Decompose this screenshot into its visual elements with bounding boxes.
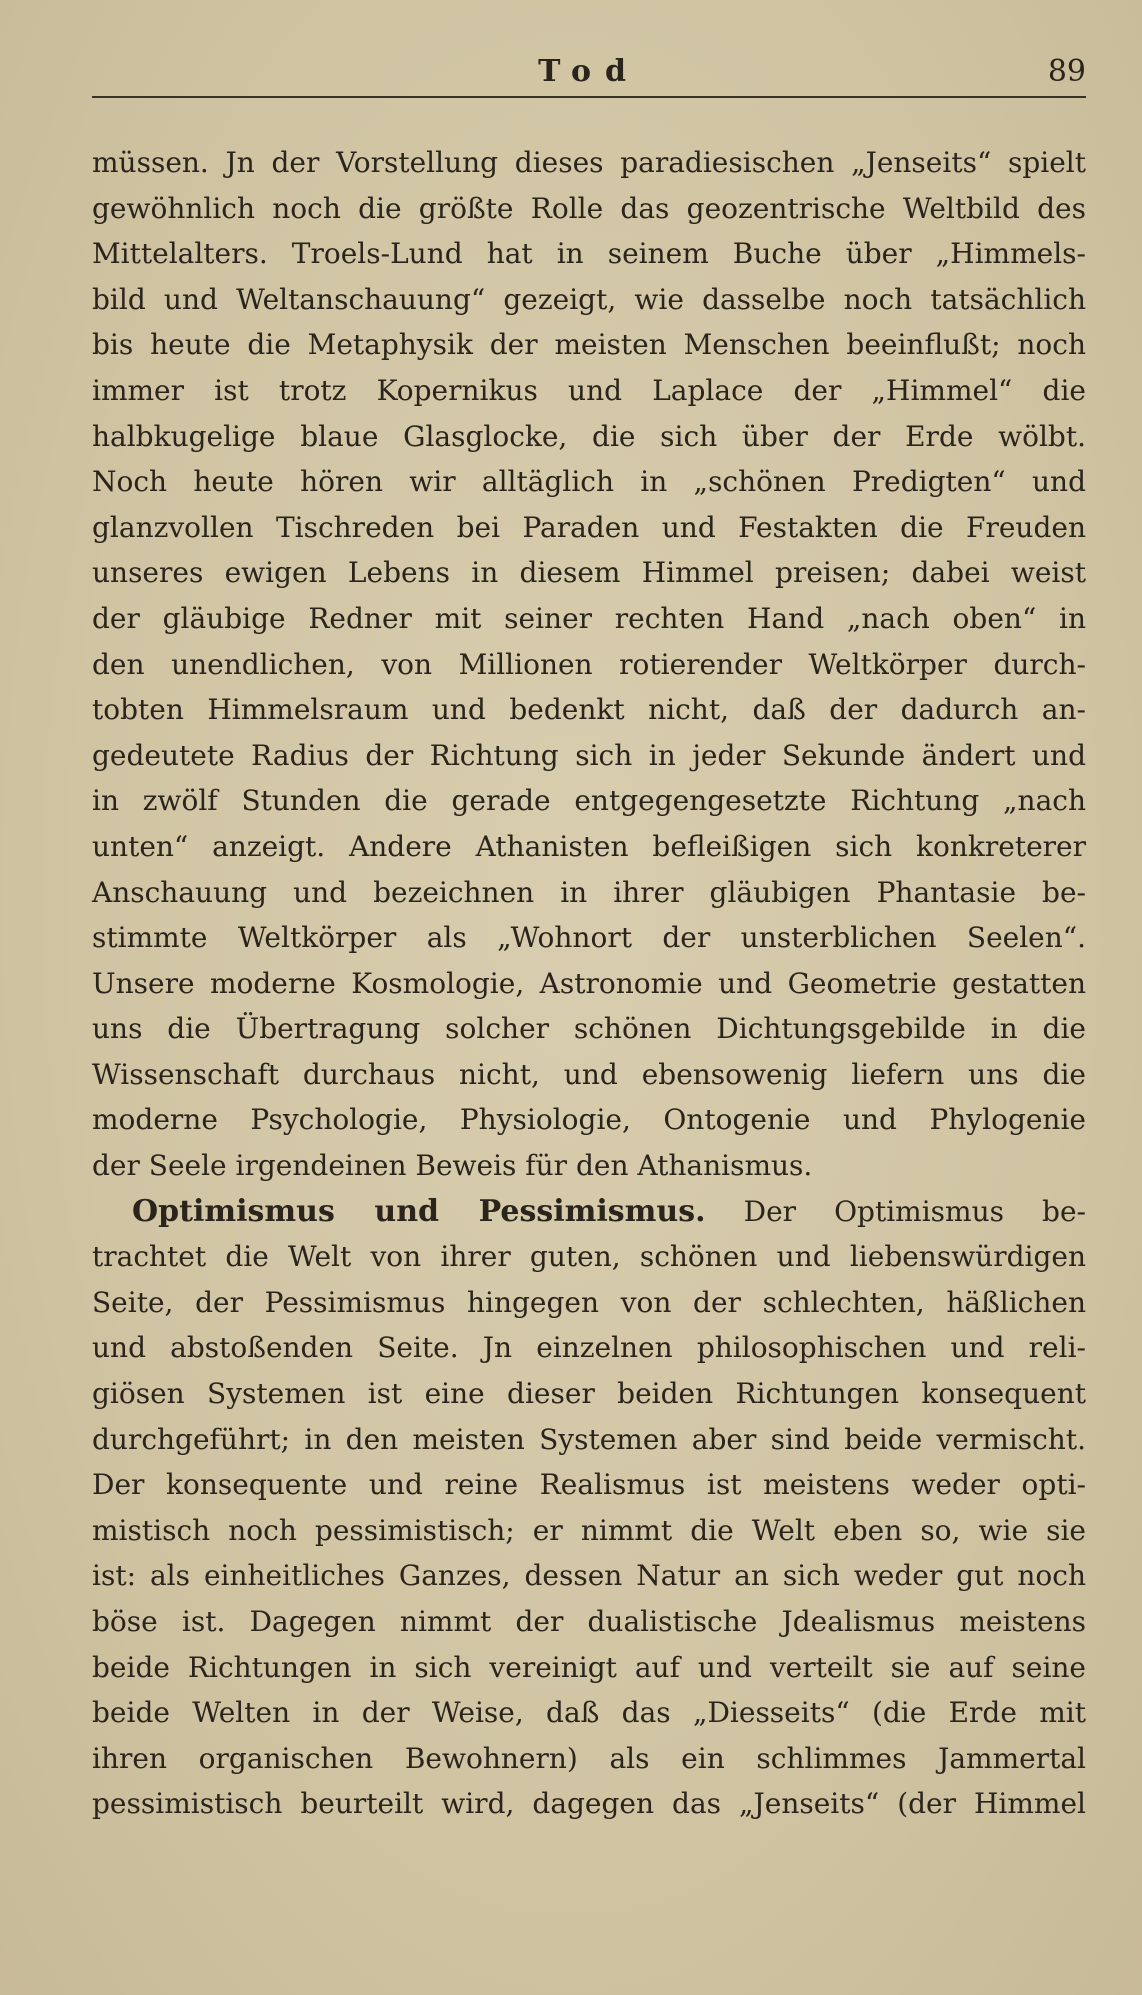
text-line: gewöhnlich noch die größte Rolle das geozentrische Weltbild des	[92, 191, 1086, 225]
text-line: Anschauung und bezeichnen in ihrer gläubigen Phantasie be-	[92, 875, 1086, 909]
section-first-line-text: Der Optimismus be-	[743, 1194, 1086, 1228]
text-line: pessimistisch beurteilt wird, dagegen das „Jenseits“ (der Himmel	[92, 1787, 1086, 1821]
running-header	[92, 52, 1086, 96]
text-line: unten“ anzeigt. Andere Athanisten befleißigen sich konkreterer	[92, 829, 1086, 863]
text-line: beide Welten in der Weise, daß das „Diesseits“ (die Erde mit	[92, 1696, 1086, 1730]
section-first-line	[92, 1189, 1086, 1235]
paragraph-optimism-pessimism	[92, 1189, 1086, 1827]
text-line: ihren organischen Bewohnern) als ein schlimmes Jammertal	[92, 1741, 1086, 1775]
header-rule	[92, 96, 1086, 98]
text-line: glanzvollen Tischreden bei Paraden und Festakten die Freuden	[92, 510, 1086, 544]
text-line: trachtet die Welt von ihrer guten, schönen und liebenswürdigen	[92, 1240, 1086, 1274]
text-line: durchgeführt; in den meisten Systemen aber sind beide vermischt.	[92, 1422, 1086, 1456]
body-text	[92, 140, 1086, 1827]
text-line: Unsere moderne Kosmologie, Astronomie und Geometrie gestatten	[92, 966, 1086, 1000]
text-line: Seite, der Pessimismus hingegen von der schlechten, häßlichen	[92, 1285, 1086, 1319]
text-line: mistisch noch pessimistisch; er nimmt die Welt eben so, wie sie	[92, 1513, 1086, 1547]
text-line: unseres ewigen Lebens in diesem Himmel preisen; dabei weist	[92, 556, 1086, 590]
text-line: der gläubige Redner mit seiner rechten Hand „nach oben“ in	[92, 601, 1086, 635]
text-line: moderne Psychologie, Physiologie, Ontogenie und Phylogenie	[92, 1103, 1086, 1137]
text-line: den unendlichen, von Millionen rotierender Weltkörper durch-	[92, 647, 1086, 681]
text-line: gedeutete Radius der Richtung sich in jeder Sekunde ändert und	[92, 738, 1086, 772]
text-line: immer ist trotz Kopernikus und Laplace der „Himmel“ die	[92, 373, 1086, 407]
text-line: der Seele irgendeinen Beweis für den Athanismus.	[92, 1149, 813, 1183]
paragraph-athanism-end	[92, 140, 1086, 1189]
text-line: böse ist. Dagegen nimmt der dualistische Jdealismus meistens	[92, 1605, 1086, 1638]
text-line: uns die Übertragung solcher schönen Dichtungsgebilde in die	[92, 1012, 1086, 1046]
text-line: ist: als einheitliches Ganzes, dessen Natur an sich weder gut noch	[92, 1559, 1086, 1593]
text-line: Mittelalters. Troels-Lund hat in seinem Buche über „Himmels-	[92, 237, 1086, 271]
text-line: und abstoßenden Seite. Jn einzelnen philosophischen und reli-	[92, 1331, 1086, 1365]
text-line: in zwölf Stunden die gerade entgegengesetzte Richtung „nach	[92, 784, 1086, 818]
running-title: Tod	[538, 54, 640, 89]
text-line: Noch heute hören wir alltäglich in „schönen Predigten“ und	[92, 465, 1086, 499]
text-line: bild und Weltanschauung“ gezeigt, wie dasselbe noch tatsächlich	[92, 282, 1086, 316]
text-line: bis heute die Metaphysik der meisten Menschen beeinflußt; noch	[92, 328, 1086, 362]
section-heading: Optimismus und Pessimismus.	[132, 1193, 706, 1229]
text-line: Wissenschaft durchaus nicht, und ebensowenig liefern uns die	[92, 1057, 1086, 1091]
page-number: 89	[1047, 54, 1086, 89]
text-line: tobten Himmelsraum und bedenkt nicht, daß der dadurch an-	[92, 693, 1086, 727]
text-line: stimmte Weltkörper als „Wohnort der unsterblichen Seelen“.	[92, 921, 1086, 955]
text-line: giösen Systemen ist eine dieser beiden Richtungen konsequent	[92, 1377, 1086, 1411]
text-line: beide Richtungen in sich vereinigt auf und verteilt sie auf seine	[92, 1650, 1086, 1684]
text-line: Der konsequente und reine Realismus ist meistens weder opti-	[92, 1468, 1086, 1502]
text-line: müssen. Jn der Vorstellung dieses paradiesischen „Jenseits“ spielt	[92, 146, 1086, 179]
text-line: halbkugelige blaue Glasglocke, die sich über der Erde wölbt.	[92, 419, 1086, 453]
